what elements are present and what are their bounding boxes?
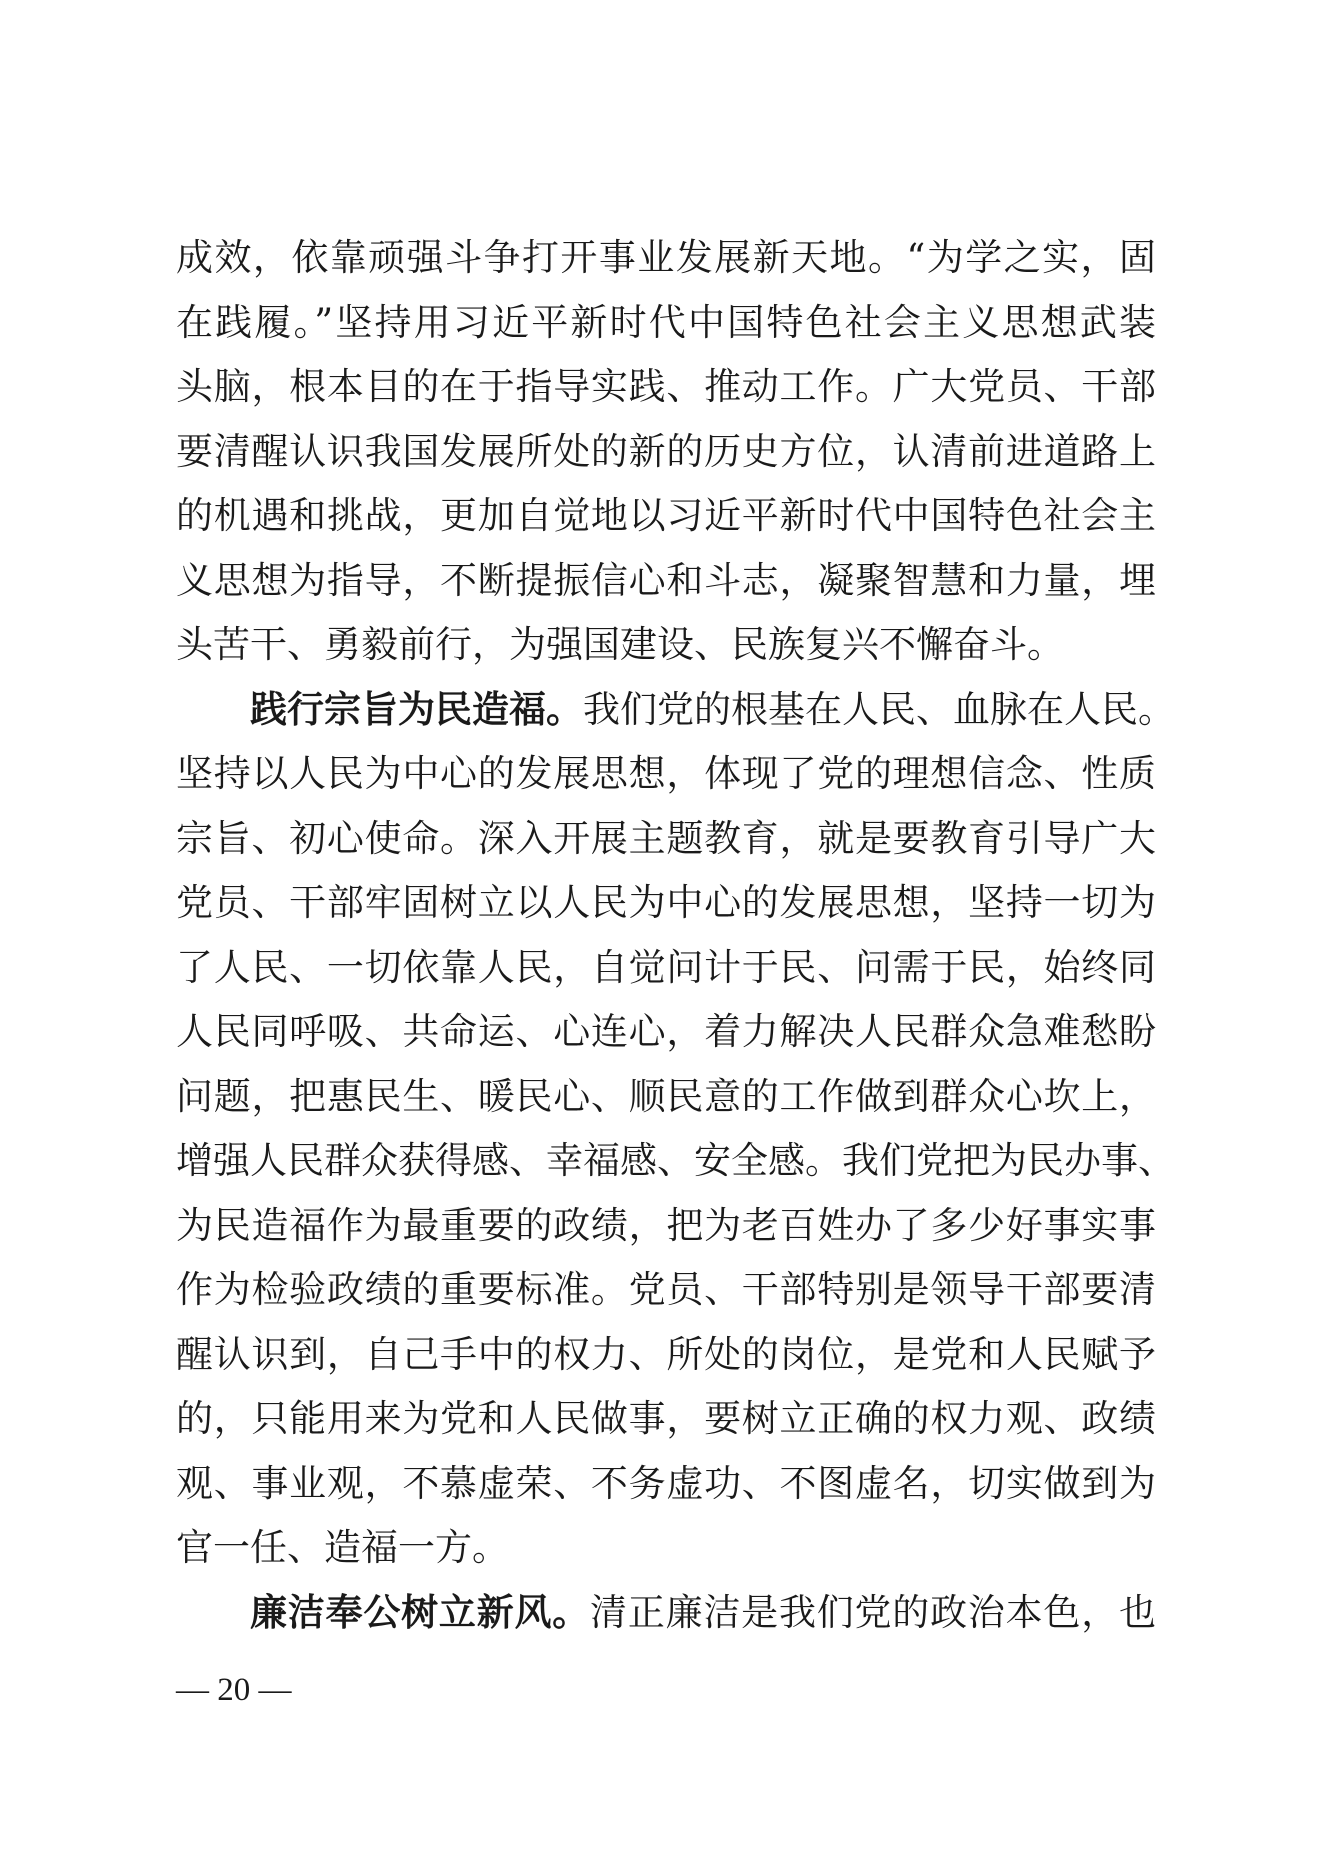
section-heading: 廉洁奉公树立新风。	[250, 1590, 591, 1634]
page-number: — 20 —	[176, 1672, 292, 1708]
paragraph-line: 的机遇和挑战，更加自觉地以习近平新时代中国特色社会主	[176, 494, 1156, 537]
paragraph-line: 党员、干部牢固树立以人民为中心的发展思想，坚持一切为	[176, 881, 1156, 924]
paragraph-text: 清正廉洁是我们党的政治本色，也	[590, 1590, 1157, 1634]
paragraph-line: 作为检验政绩的重要标准。党员、干部特别是领导干部要清	[176, 1268, 1156, 1311]
paragraph-line: 的，只能用来为党和人民做事，要树立正确的权力观、政绩	[176, 1397, 1156, 1440]
paragraph-line: 义思想为指导，不断提振信心和斗志，凝聚智慧和力量，埋	[176, 558, 1156, 602]
paragraph-line: 增强人民群众获得感、幸福感、安全感。我们党把为民办事、	[176, 1139, 1175, 1182]
paragraph-first-line	[176, 1581, 1156, 1646]
paragraph-line: 了人民、一切依靠人民，自觉问计于民、问需于民，始终同	[176, 945, 1156, 989]
paragraph-line: 成效，依靠顽强斗争打开事业发展新天地。“为学之实，固	[176, 236, 1156, 279]
paragraph-line: 要清醒认识我国发展所处的新的历史方位，认清前进道路上	[176, 429, 1156, 473]
paragraph-line: 醒认识到，自己手中的权力、所处的岗位，是党和人民赋予	[176, 1332, 1156, 1376]
section-heading: 践行宗旨为民造福。	[250, 687, 583, 731]
paragraph-line: 头苦干、勇毅前行，为强国建设、民族复兴不懈奋斗。	[176, 623, 1064, 666]
paragraph-line: 宗旨、初心使命。深入开展主题教育，就是要教育引导广大	[176, 816, 1156, 860]
paragraph-line: 坚持以人民为中心的发展思想，体现了党的理想信念、性质	[176, 752, 1156, 795]
body-text	[176, 226, 1175, 1645]
paragraph-line: 官一任、造福一方。	[176, 1526, 509, 1569]
paragraph-line: 在践履。”坚持用习近平新时代中国特色社会主义思想武装	[176, 300, 1156, 344]
paragraph-line: 人民同呼吸、共命运、心连心，着力解决人民群众急难愁盼	[176, 1010, 1156, 1053]
paragraph-line: 问题，把惠民生、暖民心、顺民意的工作做到群众心坎上，	[176, 1074, 1156, 1118]
paragraph-line: 为民造福作为最重要的政绩，把为老百姓办了多少好事实事	[176, 1203, 1156, 1247]
paragraph-first-line	[176, 678, 1175, 743]
paragraph-line: 观、事业观，不慕虚荣、不务虚功、不图虚名，切实做到为	[176, 1461, 1156, 1505]
paragraph-text: 我们党的根基在人民、血脉在人民。	[583, 687, 1175, 731]
paragraph-line: 头脑，根本目的在于指导实践、推动工作。广大党员、干部	[176, 365, 1156, 408]
